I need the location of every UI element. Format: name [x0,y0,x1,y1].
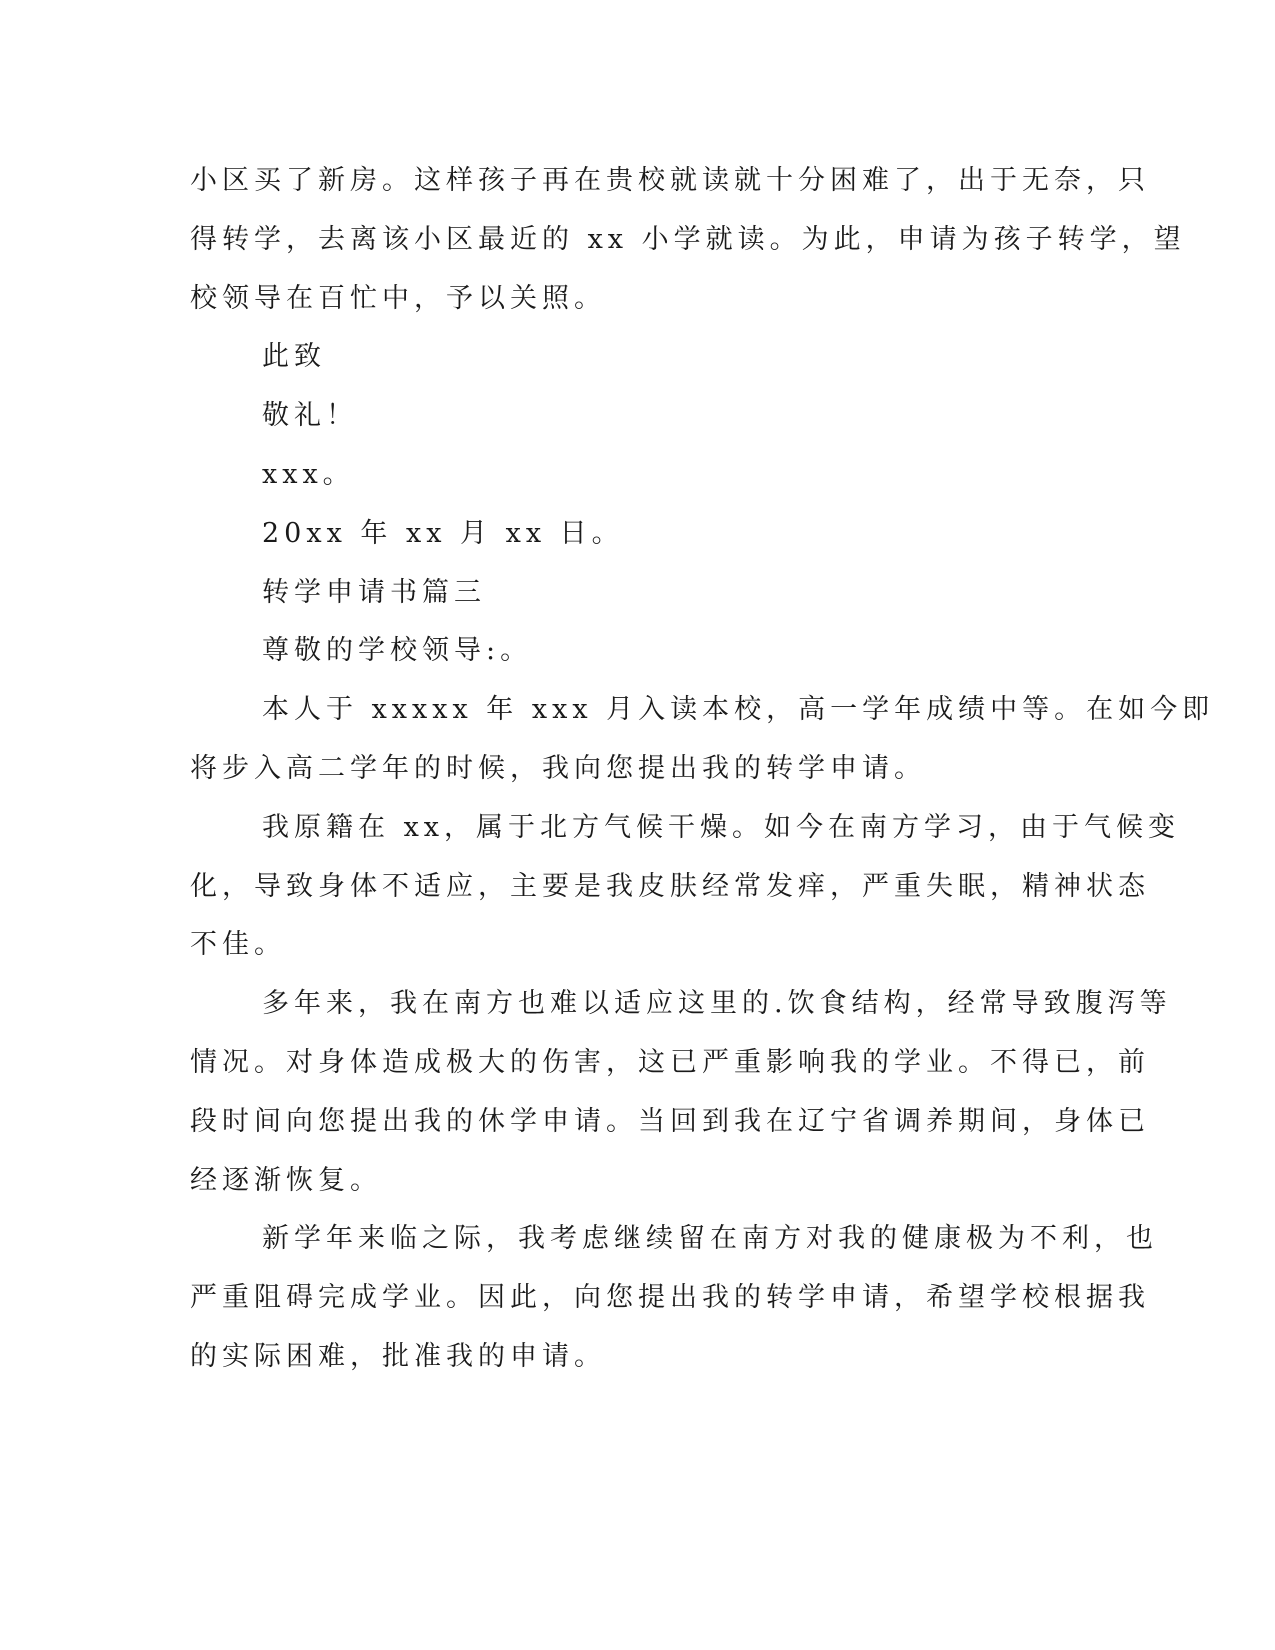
text-line: 新学年来临之际，我考虑继续留在南方对我的健康极为不利，也 [262,1223,1158,1254]
text-line: 的实际困难，批准我的申请。 [190,1341,606,1372]
closing-line: 此致 [262,341,326,372]
text-line: 不佳。 [190,929,286,960]
text-line: 多年来，我在南方也难以适应这里的.饮食结构，经常导致腹泻等 [262,988,1172,1019]
text-line: 本人于 xxxxx 年 xxx 月入读本校，高一学年成绩中等。在如今即 [262,694,1215,725]
text-line: 严重阻碍完成学业。因此，向您提出我的转学申请，希望学校根据我 [190,1282,1150,1313]
text-line: 情况。对身体造成极大的伤害，这已严重影响我的学业。不得已，前 [190,1047,1150,1078]
salutation-line: 敬礼！ [262,400,358,431]
text-line: 将步入高二学年的时候，我向您提出我的转学申请。 [190,753,926,784]
text-line: 段时间向您提出我的休学申请。当回到我在辽宁省调养期间，身体已 [190,1106,1150,1137]
text-line: 化，导致身体不适应，主要是我皮肤经常发痒，严重失眠，精神状态 [190,871,1150,902]
text-line: 校领导在百忙中，予以关照。 [190,283,606,314]
date-line: 20xx 年 xx 月 xx 日。 [262,518,624,549]
greeting-line: 尊敬的学校领导:。 [262,635,533,666]
text-line: 得转学，去离该小区最近的 xx 小学就读。为此，申请为孩子转学，望 [190,224,1186,255]
text-line: 经逐渐恢复。 [190,1165,382,1196]
text-line: 我原籍在 xx，属于北方气候干燥。如今在南方学习，由于气候变 [262,812,1181,843]
section-title: 转学申请书篇三 [262,577,486,608]
text-line: 小区买了新房。这样孩子再在贵校就读就十分困难了，出于无奈，只 [190,165,1150,196]
signature-line: xxx。 [262,459,355,490]
